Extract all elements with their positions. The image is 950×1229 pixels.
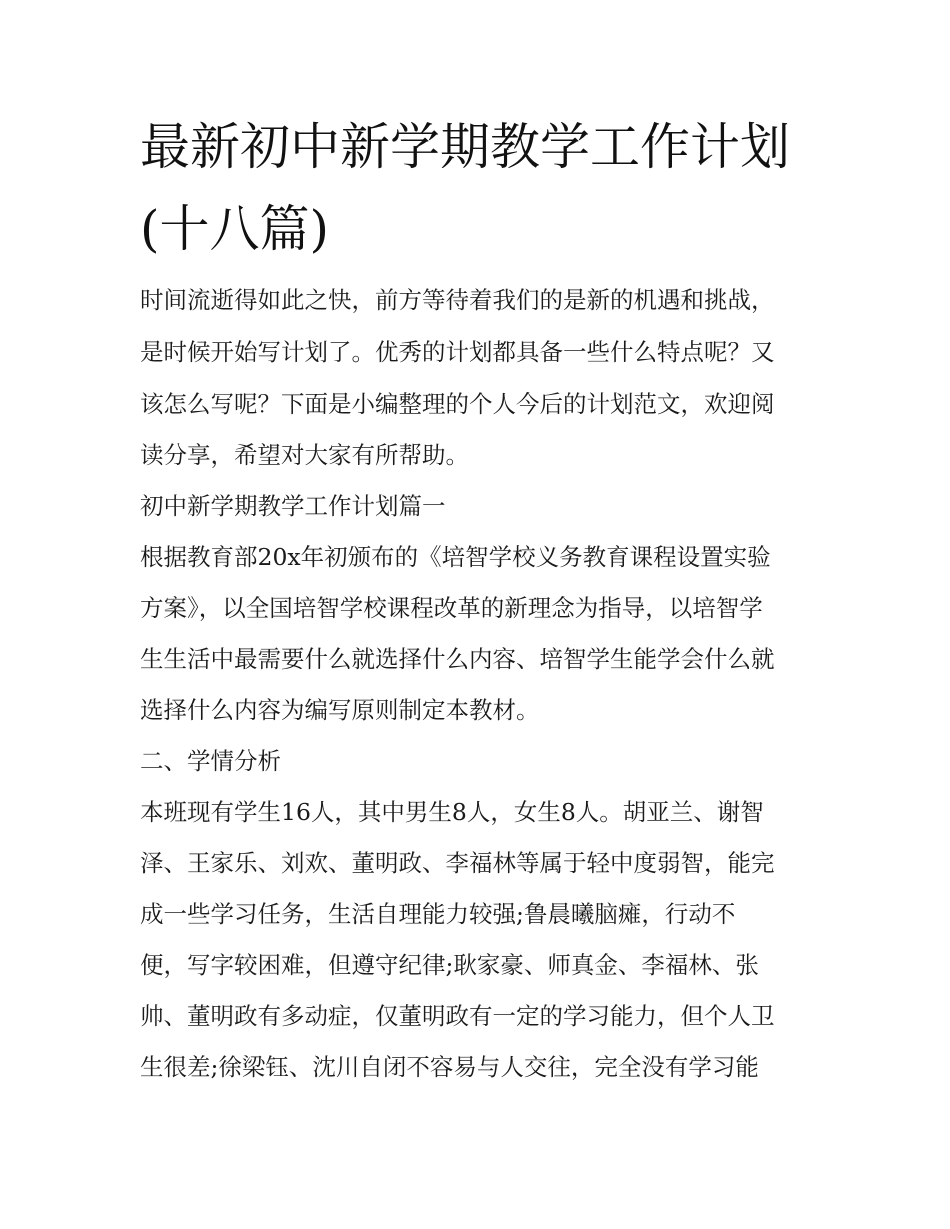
body-paragraph-line: 本班现有学生16人，其中男生8人，女生8人。胡亚兰、谢智: [140, 798, 764, 826]
section-heading-part-one: 初中新学期教学工作计划篇一: [140, 492, 446, 520]
section-heading-learning-analysis: 二、学情分析: [140, 747, 281, 775]
intro-paragraph-line: 读分享，希望对大家有所帮助。: [140, 441, 469, 469]
body-paragraph-line: 成一些学习任务，生活自理能力较强;鲁晨曦脑瘫，行动不: [140, 900, 736, 928]
body-paragraph-line: 生生活中最需要什么就选择什么内容、培智学生能学会什么就: [140, 645, 775, 673]
document-title-line-2: (十八篇): [140, 200, 330, 258]
intro-paragraph-line: 是时候开始写计划了。优秀的计划都具备一些什么特点呢？又: [140, 338, 775, 366]
intro-paragraph-line: 时间流逝得如此之快，前方等待着我们的是新的机遇和挑战，: [140, 286, 775, 314]
body-paragraph-line: 便，写字较困难，但遵守纪律;耿家豪、师真金、李福林、张: [140, 951, 759, 979]
intro-paragraph-line: 该怎么写呢？下面是小编整理的个人今后的计划范文，欢迎阅: [140, 390, 775, 418]
body-paragraph-line: 泽、王家乐、刘欢、董明政、李福林等属于轻中度弱智，能完: [140, 849, 775, 877]
body-paragraph-line: 根据教育部20x年初颁布的《培智学校义务教育课程设置实验: [140, 543, 771, 571]
body-paragraph-line: 帅、董明政有多动症，仅董明政有一定的学习能力，但个人卫: [140, 1002, 775, 1030]
body-paragraph-line: 方案》，以全国培智学校课程改革的新理念为指导，以培智学: [140, 594, 763, 622]
document-title-line-1: 最新初中新学期教学工作计划: [140, 118, 790, 176]
body-paragraph-line: 生很差;徐梁钰、沈川自闭不容易与人交往，完全没有学习能: [140, 1053, 759, 1081]
body-paragraph-line: 选择什么内容为编写原则制定本教材。: [140, 696, 540, 724]
